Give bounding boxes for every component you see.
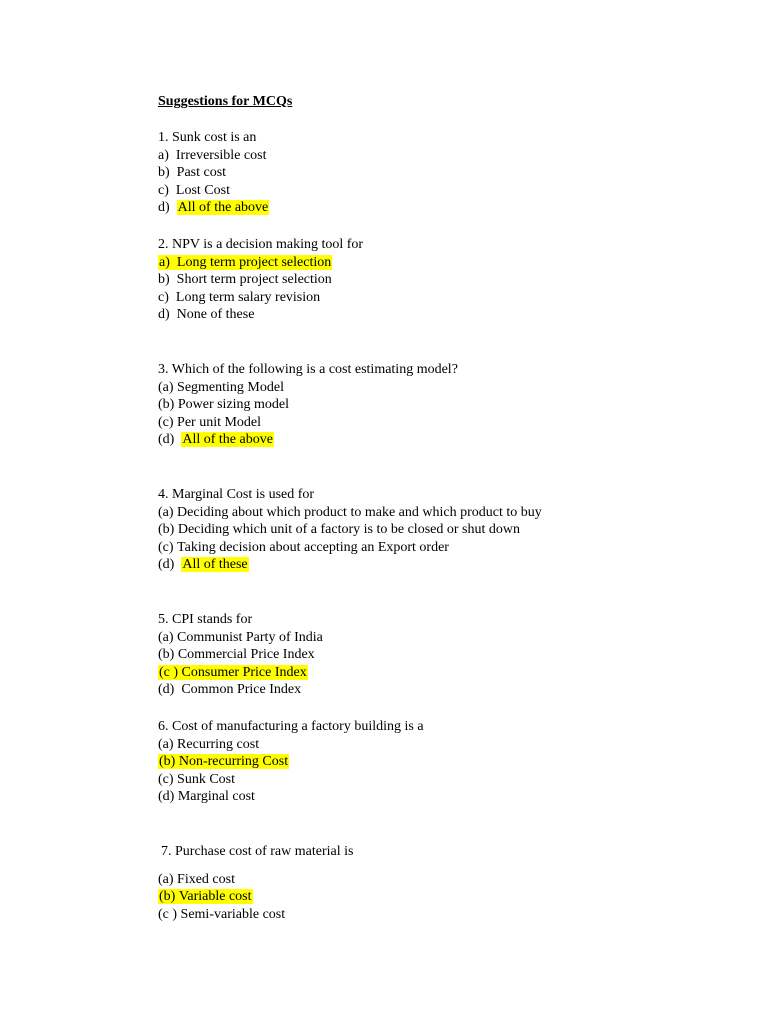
question-1 bbox=[158, 129, 269, 217]
option-c: c) Long term salary revision bbox=[158, 289, 321, 305]
option-c: (c ) Semi-variable cost bbox=[158, 906, 286, 922]
option-a-highlighted: a) Long term project selection bbox=[159, 254, 332, 270]
option-d: d) None of these bbox=[158, 307, 255, 323]
question-4 bbox=[158, 486, 542, 574]
question-text: 6. Cost of manufacturing a factory building is a bbox=[158, 719, 424, 734]
document-title: Suggestions for MCQs bbox=[158, 94, 293, 109]
option-d-highlighted: d) All of the above bbox=[158, 200, 269, 216]
option-c-highlighted: (c ) Consumer Price Index bbox=[159, 664, 307, 680]
question-text: 4. Marginal Cost is used for bbox=[158, 487, 315, 502]
option-b: (b) Power sizing model bbox=[158, 397, 290, 413]
option-a: (a) Recurring cost bbox=[158, 736, 260, 752]
option-a: (a) Deciding about which product to make and which product to buy bbox=[158, 504, 542, 520]
option-b-highlighted: (b) Variable cost bbox=[159, 889, 252, 905]
question-3 bbox=[158, 361, 458, 449]
option-b: b) Past cost bbox=[158, 165, 227, 181]
question-text: 5. CPI stands for bbox=[158, 612, 253, 627]
question-2 bbox=[158, 236, 363, 324]
option-d: (d) Marginal cost bbox=[158, 789, 255, 805]
question-text: 7. Purchase cost of raw material is bbox=[161, 844, 354, 859]
question-6 bbox=[158, 718, 424, 806]
option-d: (d) Common Price Index bbox=[158, 682, 302, 698]
option-c: (c) Sunk Cost bbox=[158, 771, 236, 787]
option-a: (a) Fixed cost bbox=[158, 871, 235, 887]
option-c: (c) Taking decision about accepting an Export order bbox=[158, 539, 449, 555]
question-text: 2. NPV is a decision making tool for bbox=[158, 237, 364, 252]
option-a: (a) Communist Party of India bbox=[158, 629, 323, 645]
question-text: 3. Which of the following is a cost estimating model? bbox=[158, 362, 458, 377]
option-b: (b) Deciding which unit of a factory is to be closed or shut down bbox=[158, 522, 520, 538]
option-a: a) Irreversible cost bbox=[158, 147, 267, 163]
option-c: c) Lost Cost bbox=[158, 182, 230, 198]
question-5 bbox=[158, 611, 323, 699]
option-b-highlighted: (b) Non-recurring Cost bbox=[159, 754, 289, 770]
question-7 bbox=[158, 843, 354, 923]
option-c: (c) Per unit Model bbox=[158, 414, 262, 430]
option-d-highlighted: (d) All of the above bbox=[158, 432, 273, 448]
option-b: b) Short term project selection bbox=[158, 272, 332, 288]
option-b: (b) Commercial Price Index bbox=[158, 647, 315, 663]
option-a: (a) Segmenting Model bbox=[158, 379, 284, 395]
question-text: 1. Sunk cost is an bbox=[158, 130, 257, 145]
option-d-highlighted: (d) All of these bbox=[158, 557, 248, 573]
